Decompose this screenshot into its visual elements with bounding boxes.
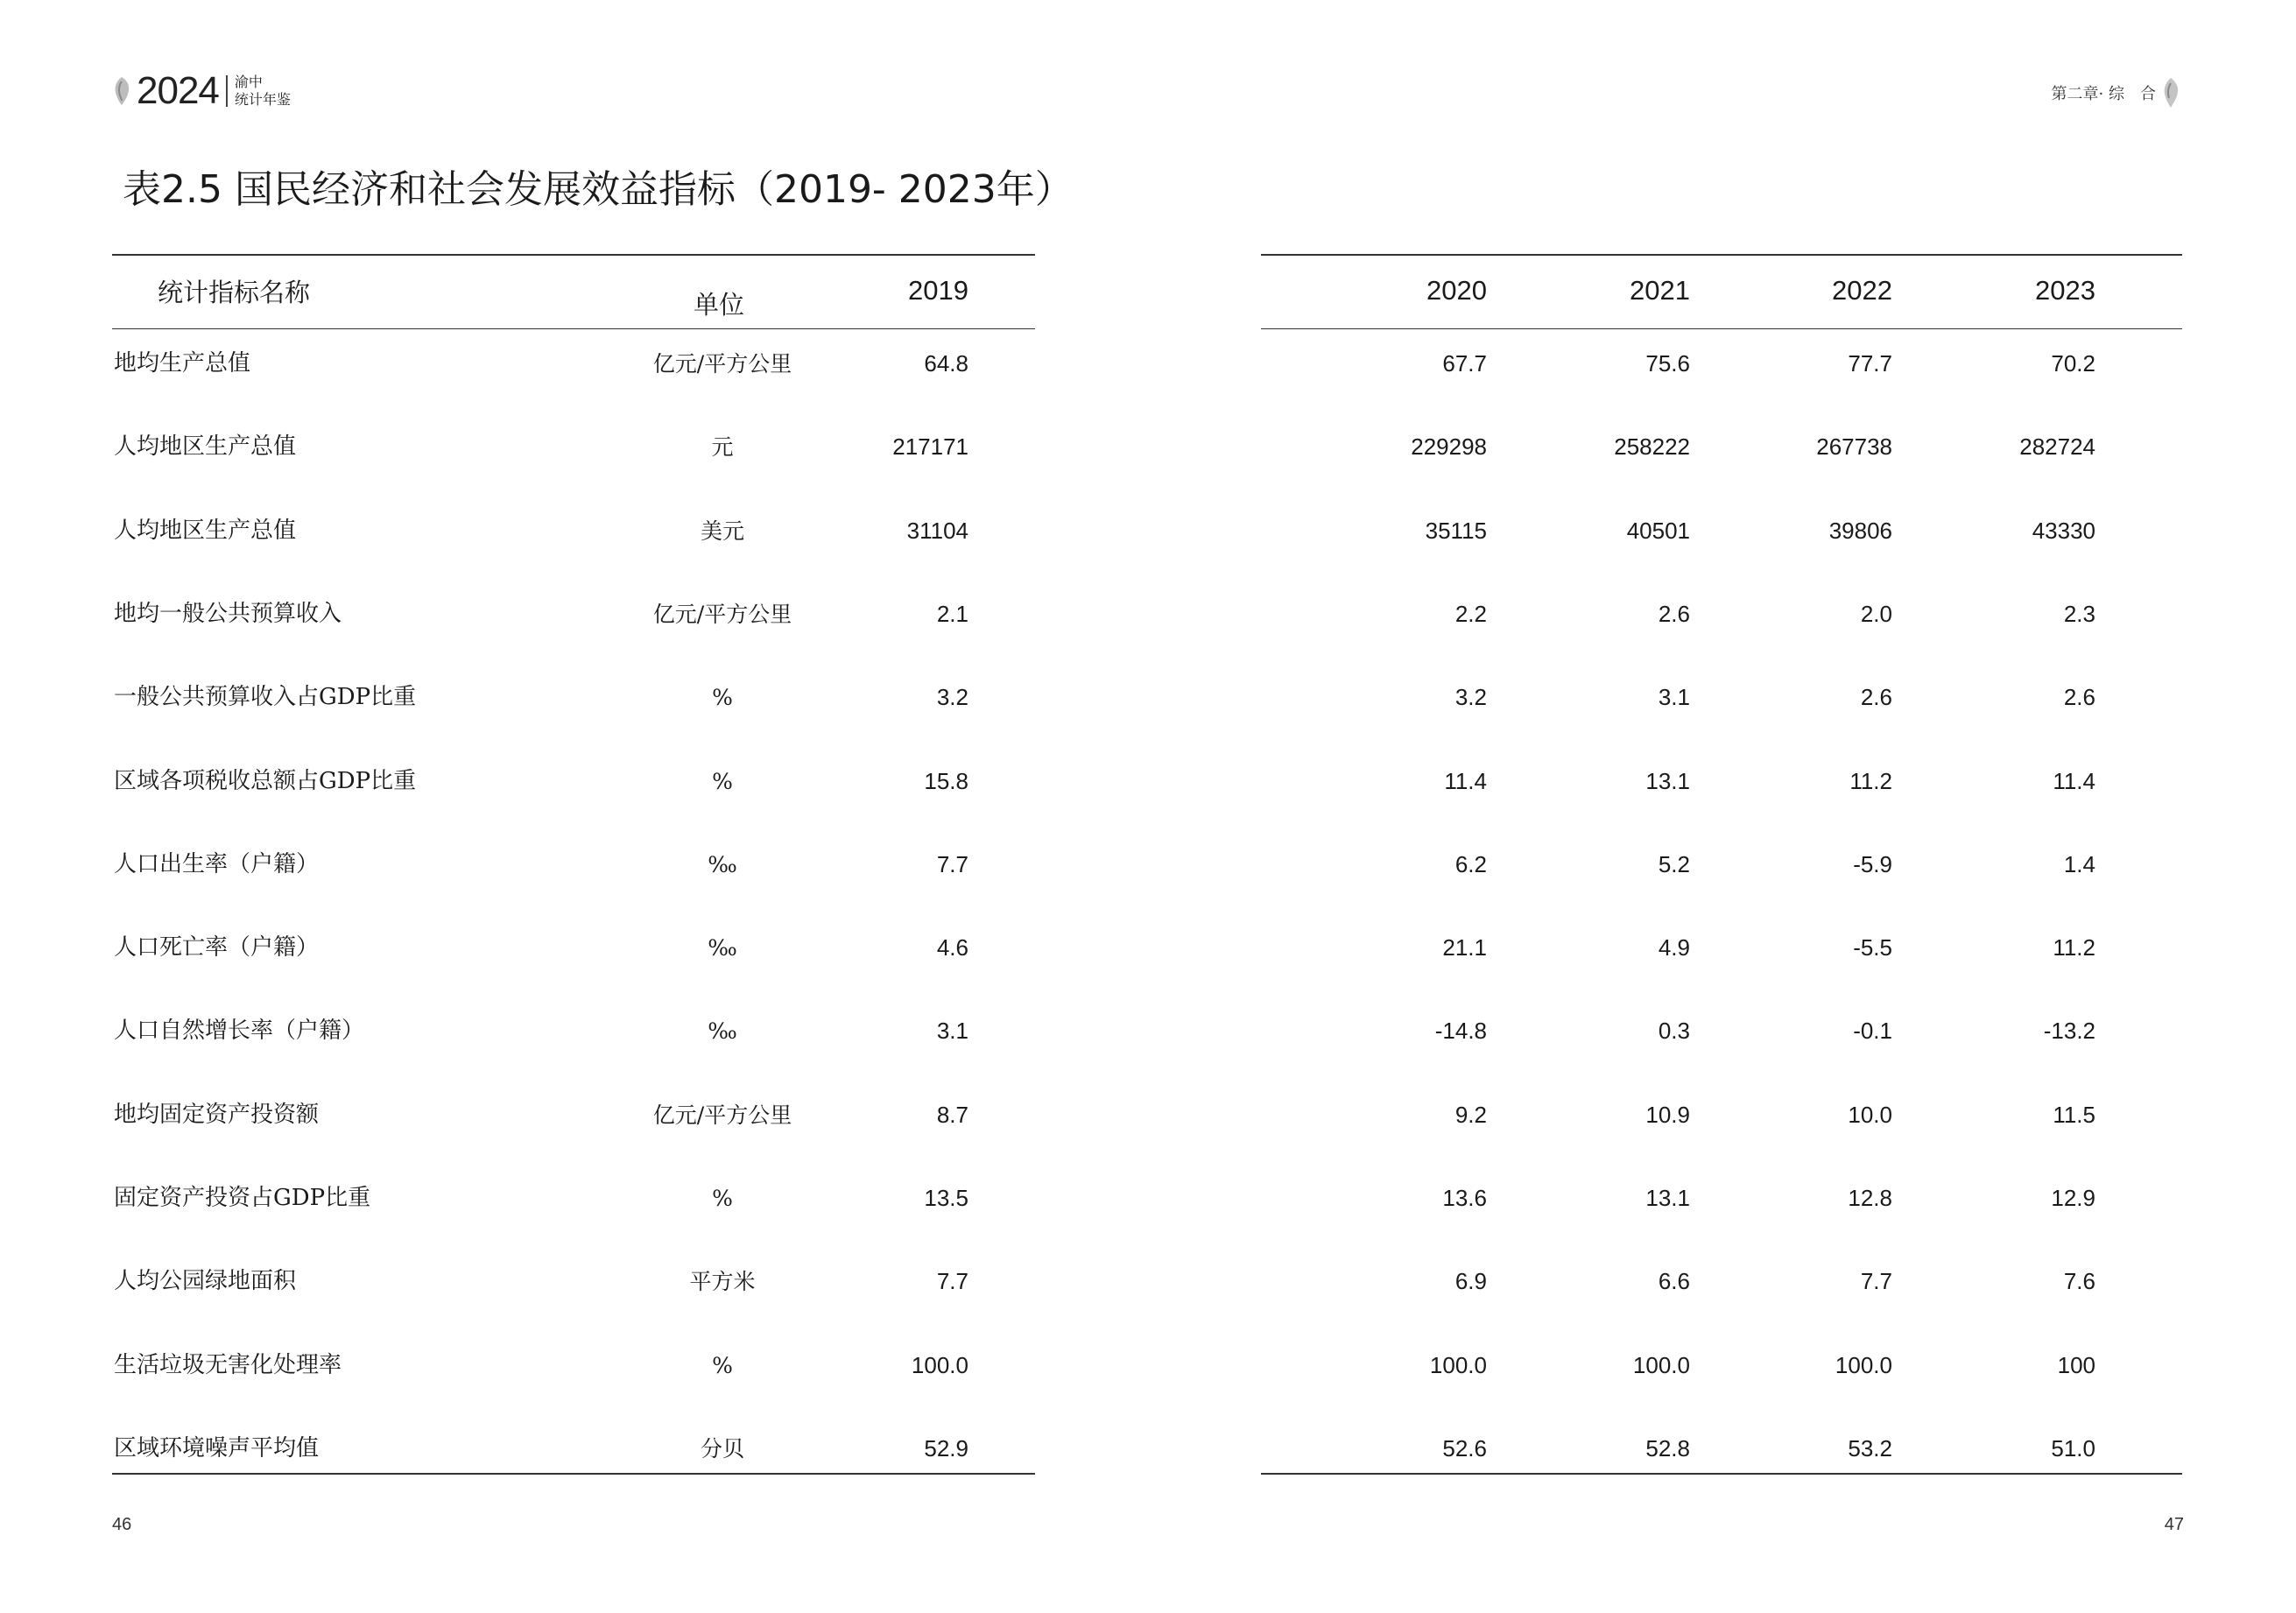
chapter-header bbox=[2052, 77, 2180, 109]
value-2021: 3.1 bbox=[1658, 684, 1690, 711]
table-row bbox=[0, 656, 2296, 739]
indicator-name: 人均地区生产总值 bbox=[114, 517, 297, 544]
logo-subtitle bbox=[235, 74, 291, 109]
value-2023: 43330 bbox=[2032, 517, 2095, 544]
indicator-name: 区域环境噪声平均值 bbox=[114, 1434, 320, 1462]
value-2023: 11.4 bbox=[2053, 767, 2095, 794]
table-title: 表2.5 国民经济和社会发展效益指标（2019- 2023年） bbox=[123, 167, 1074, 212]
indicator-name: 生活垃圾无害化处理率 bbox=[114, 1351, 342, 1378]
value-2019: 217171 bbox=[892, 433, 968, 461]
value-2022: 2.6 bbox=[1860, 684, 1892, 711]
value-2022: -0.1 bbox=[1853, 1018, 1892, 1045]
column-header-2021: 2021 bbox=[1630, 275, 1690, 306]
value-2021: 100.0 bbox=[1632, 1351, 1690, 1378]
right-page-number: 47 bbox=[2164, 1515, 2184, 1534]
value-2020: 67.7 bbox=[1442, 350, 1487, 377]
value-2021: 4.9 bbox=[1658, 934, 1690, 961]
table-row bbox=[0, 490, 2296, 573]
indicator-unit: 平方米 bbox=[689, 1269, 756, 1295]
table-row bbox=[0, 1407, 2296, 1490]
value-2022: 11.2 bbox=[1849, 767, 1892, 794]
indicator-name: 人均地区生产总值 bbox=[114, 433, 297, 461]
value-2019: 100.0 bbox=[911, 1351, 968, 1378]
table-row bbox=[0, 1240, 2296, 1323]
value-2023: 12.9 bbox=[2051, 1185, 2095, 1211]
value-2023: -13.2 bbox=[2043, 1018, 2095, 1045]
value-2022: 10.0 bbox=[1848, 1101, 1892, 1128]
value-2019: 7.7 bbox=[936, 1268, 968, 1295]
value-2022: 12.8 bbox=[1848, 1185, 1892, 1211]
chapter-emblem-icon bbox=[2161, 77, 2180, 109]
value-2023: 7.6 bbox=[2063, 1268, 2095, 1295]
indicator-unit: % bbox=[712, 1352, 733, 1378]
chapter-label: 第二章· 综 合 bbox=[2051, 85, 2156, 103]
value-2021: 258222 bbox=[1614, 433, 1690, 461]
value-2020: 2.2 bbox=[1454, 600, 1487, 627]
value-2023: 2.3 bbox=[2063, 600, 2095, 627]
value-2020: 229298 bbox=[1411, 433, 1487, 461]
value-2021: 6.6 bbox=[1658, 1268, 1690, 1295]
table-row bbox=[0, 740, 2296, 823]
value-2021: 5.2 bbox=[1658, 850, 1690, 877]
value-2022: 2.0 bbox=[1860, 600, 1892, 627]
logo-divider bbox=[226, 75, 228, 107]
indicator-unit: 亿元/平方公里 bbox=[652, 351, 792, 377]
logo-year: 2024 bbox=[137, 69, 219, 112]
indicator-name: 地均生产总值 bbox=[114, 350, 251, 377]
value-2019: 64.8 bbox=[924, 350, 968, 377]
value-2020: 9.2 bbox=[1454, 1101, 1487, 1128]
table-row bbox=[0, 405, 2296, 489]
value-2023: 11.2 bbox=[2053, 934, 2095, 961]
value-2023: 51.0 bbox=[2051, 1434, 2095, 1462]
table-row bbox=[0, 990, 2296, 1073]
yearbook-logo bbox=[112, 68, 291, 114]
value-2023: 282724 bbox=[2019, 433, 2095, 461]
table-row bbox=[0, 1074, 2296, 1157]
indicator-unit: 元 bbox=[711, 434, 734, 461]
value-2019: 15.8 bbox=[924, 767, 968, 794]
value-2023: 1.4 bbox=[2063, 850, 2095, 877]
value-2022: 39806 bbox=[1828, 517, 1892, 544]
value-2022: 77.7 bbox=[1848, 350, 1892, 377]
value-2019: 8.7 bbox=[936, 1101, 968, 1128]
value-2020: 13.6 bbox=[1442, 1185, 1487, 1211]
value-2023: 70.2 bbox=[2051, 350, 2095, 377]
logo-subtitle-line2: 统计年鉴 bbox=[234, 91, 291, 108]
right-top-rule bbox=[1261, 254, 2182, 256]
column-header-2020: 2020 bbox=[1426, 275, 1487, 306]
table-row bbox=[0, 823, 2296, 906]
value-2021: 13.1 bbox=[1645, 1185, 1690, 1211]
indicator-unit: 亿元/平方公里 bbox=[652, 1102, 792, 1128]
column-header-2022: 2022 bbox=[1832, 275, 1892, 306]
indicator-unit: % bbox=[712, 1186, 733, 1211]
value-2019: 3.1 bbox=[936, 1018, 968, 1045]
value-2019: 4.6 bbox=[936, 934, 968, 961]
value-2020: -14.8 bbox=[1434, 1018, 1487, 1045]
indicator-unit: % bbox=[712, 685, 733, 711]
column-header-2023: 2023 bbox=[2035, 275, 2095, 306]
indicator-unit: ‰ bbox=[708, 851, 737, 877]
indicator-unit: % bbox=[712, 768, 733, 794]
table-row bbox=[0, 906, 2296, 990]
value-2023: 11.5 bbox=[2053, 1101, 2095, 1128]
indicator-name: 一般公共预算收入占GDP比重 bbox=[114, 684, 417, 711]
column-header-unit: 单位 bbox=[694, 290, 745, 320]
indicator-name: 人口出生率（户籍） bbox=[114, 850, 320, 877]
column-header-indicator: 统计指标名称 bbox=[158, 278, 311, 307]
indicator-name: 区域各项税收总额占GDP比重 bbox=[114, 767, 417, 794]
indicator-name: 人均公园绿地面积 bbox=[114, 1268, 297, 1295]
value-2019: 2.1 bbox=[936, 600, 968, 627]
value-2021: 2.6 bbox=[1658, 600, 1690, 627]
value-2021: 52.8 bbox=[1645, 1434, 1690, 1462]
indicator-name: 地均固定资产投资额 bbox=[114, 1101, 320, 1128]
value-2021: 13.1 bbox=[1645, 767, 1690, 794]
value-2020: 35115 bbox=[1425, 517, 1487, 544]
value-2020: 3.2 bbox=[1454, 684, 1487, 711]
indicator-unit: ‰ bbox=[708, 935, 737, 961]
table-row bbox=[0, 1157, 2296, 1240]
logo-emblem-icon bbox=[112, 76, 131, 106]
value-2022: 7.7 bbox=[1860, 1268, 1892, 1295]
value-2020: 11.4 bbox=[1444, 767, 1487, 794]
value-2022: 267738 bbox=[1816, 433, 1892, 461]
value-2022: 53.2 bbox=[1848, 1434, 1892, 1462]
table-row bbox=[0, 573, 2296, 656]
left-page-number: 46 bbox=[112, 1515, 132, 1534]
value-2021: 40501 bbox=[1626, 517, 1690, 544]
indicator-unit: 美元 bbox=[700, 518, 744, 544]
indicator-name: 地均一般公共预算收入 bbox=[114, 600, 342, 627]
value-2022: 100.0 bbox=[1835, 1351, 1892, 1378]
value-2021: 10.9 bbox=[1645, 1101, 1690, 1128]
value-2020: 6.9 bbox=[1454, 1268, 1487, 1295]
logo-subtitle-line1: 渝中 bbox=[234, 74, 263, 90]
value-2021: 75.6 bbox=[1645, 350, 1690, 377]
value-2021: 0.3 bbox=[1658, 1018, 1690, 1045]
column-header-2019: 2019 bbox=[908, 275, 968, 306]
value-2019: 52.9 bbox=[924, 1434, 968, 1462]
indicator-unit: ‰ bbox=[708, 1018, 737, 1045]
value-2020: 21.1 bbox=[1442, 934, 1487, 961]
value-2022: -5.5 bbox=[1853, 934, 1892, 961]
value-2023: 2.6 bbox=[2063, 684, 2095, 711]
value-2020: 100.0 bbox=[1429, 1351, 1487, 1378]
indicator-name: 固定资产投资占GDP比重 bbox=[114, 1185, 371, 1211]
table-row bbox=[0, 1324, 2296, 1407]
value-2019: 3.2 bbox=[936, 684, 968, 711]
indicator-name: 人口死亡率（户籍） bbox=[114, 934, 320, 961]
indicator-name: 人口自然增长率（户籍） bbox=[114, 1018, 365, 1045]
value-2019: 31104 bbox=[906, 517, 968, 544]
table-row bbox=[0, 322, 2296, 405]
left-top-rule bbox=[112, 254, 1035, 256]
value-2020: 52.6 bbox=[1442, 1434, 1487, 1462]
value-2019: 13.5 bbox=[924, 1185, 968, 1211]
indicator-unit: 分贝 bbox=[700, 1435, 744, 1462]
value-2019: 7.7 bbox=[936, 850, 968, 877]
value-2020: 6.2 bbox=[1454, 850, 1487, 877]
value-2023: 100 bbox=[2057, 1351, 2095, 1378]
value-2022: -5.9 bbox=[1853, 850, 1892, 877]
indicator-unit: 亿元/平方公里 bbox=[652, 601, 792, 627]
